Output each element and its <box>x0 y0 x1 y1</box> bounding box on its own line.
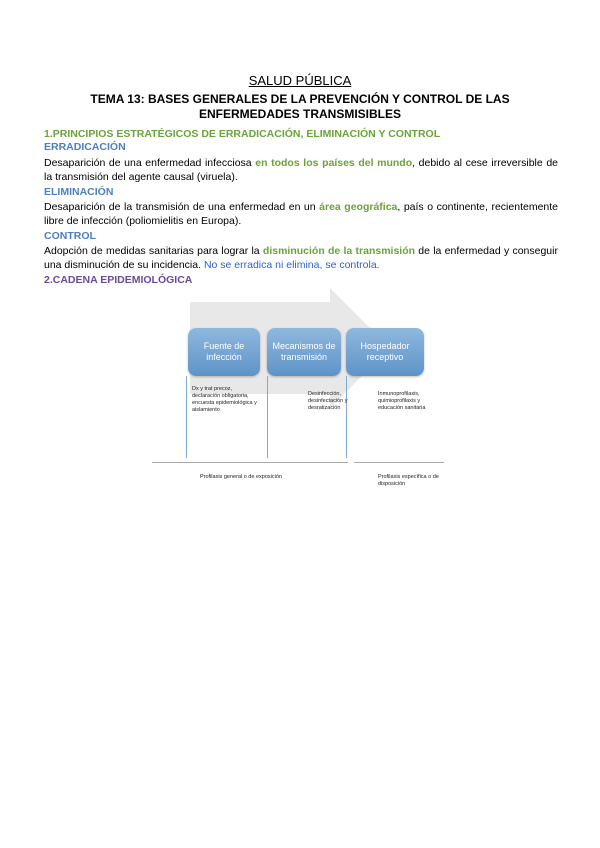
connector-line-3 <box>346 376 347 458</box>
erradicacion-paragraph: Desaparición de una enfermedad infecciosa en todos los países del mundo, debido al cese irreversible de la transmisión del agente causal (viruela). <box>44 157 558 183</box>
box-hospedador-receptivo: Hospedador receptivo <box>346 328 424 376</box>
connector-line-1 <box>186 376 187 458</box>
control-paragraph: Adopción de medidas sanitarias para lograr la disminución de la transmisión de la enfermedad y conseguir una disminución de su incidencia. No se erradica ni elimina, se controla. <box>44 245 558 271</box>
section-1-heading: 1.PRINCIPIOS ESTRATÉGICOS DE ERRADICACIÓN, ELIMINACIÓN Y CONTROL <box>44 128 441 140</box>
course-title: SALUD PÚBLICA <box>248 73 352 88</box>
control-heading: CONTROL <box>44 230 96 242</box>
epidemiological-chain-diagram <box>150 288 450 498</box>
topic-title: TEMA 13: BASES GENERALES DE LA PREVENCIÓN Y CONTROL DE LAS ENFERMEDADES TRANSMISIBLES <box>90 92 510 121</box>
note-fuente: Dx y trat precoz, declaración obligatoria, encuesta epidemiológica y aislamiento <box>192 386 257 413</box>
eliminacion-paragraph: Desaparición de la transmisión de una enfermedad en un área geográfica, país o continente, recientemente libre de infección (poliomielitis en Europa). <box>44 201 559 227</box>
section-2-heading: 2.CADENA EPIDEMIOLÓGICA <box>44 274 193 286</box>
connector-line-2 <box>267 376 268 458</box>
note-hospedador: Inmunoprofilaxis, quimioprofilaxis y educación sanitaria <box>378 391 426 411</box>
bracket-general <box>152 462 348 463</box>
bracket-especifica <box>354 462 444 463</box>
erradicacion-heading: ERRADICACIÓN <box>44 141 126 153</box>
label-profilaxis-general: Profilaxis general o de exposición <box>200 474 282 480</box>
box-mecanismos-transmision: Mecanismos de transmisión <box>267 328 341 376</box>
note-mecanismos: Desinfección, desinfectación y desratización <box>308 391 348 411</box>
box-fuente-infeccion: Fuente de infección <box>188 328 260 376</box>
eliminacion-heading: ELIMINACIÓN <box>44 186 114 198</box>
label-profilaxis-especifica: Profilaxis específica o de disposición <box>378 474 439 487</box>
